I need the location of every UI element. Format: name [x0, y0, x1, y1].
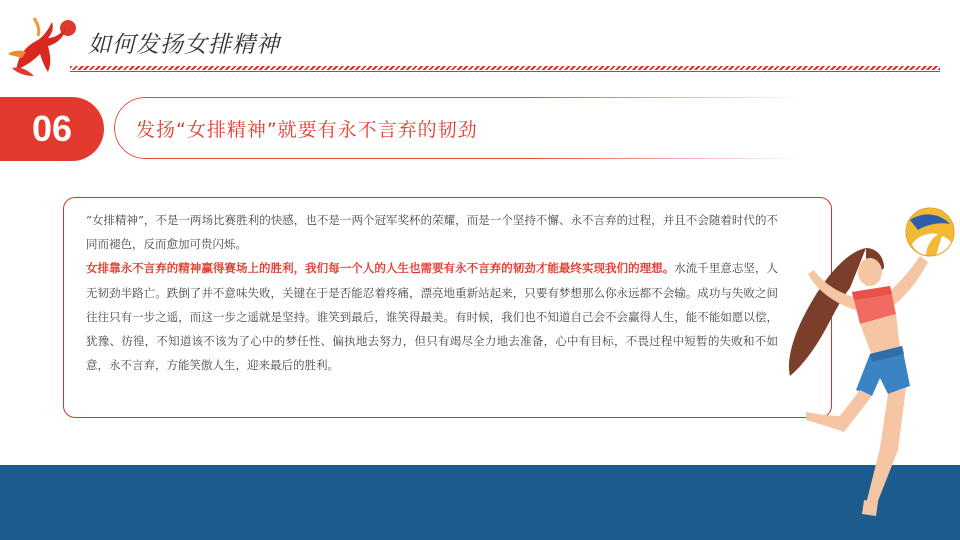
content-text-intro: “女排精神”，不是一两场比赛胜利的快感，也不是一两个冠军奖杯的荣耀，而是一个坚持不懈、永不言弃的过程，并且不会随着时代的不同而褪色，反而愈加可贵闪烁。: [86, 213, 778, 252]
volleyball-player-illustration: [780, 200, 960, 540]
section-number-badge: 06: [0, 97, 104, 161]
header-divider-line: [70, 71, 940, 72]
header-divider: [70, 66, 940, 70]
page-title: 如何发扬女排精神: [88, 32, 280, 58]
content-highlight: 女排靠永不言弃的精神赢得赛场上的胜利，我们每一个人的人生也需要有永不言弃的韧劲才能最终实现我们的理想。: [86, 261, 675, 276]
content-paragraph: [86, 208, 778, 377]
content-text-body: 水流千里意志坚，人无韧劲半路亡。跌倒了并不意味失败，关键在于是否能忍着疼痛，漂亮地重新站起来，只要有梦想那么你永远都不会输。成功与失败之间往往只有一步之遥，而这一步之遥就是坚持。谁笑到最后，谁笑得最美。有时候，我们也不知道自己会不会赢得人生，能不能如愿以偿，犹豫、彷徨，不知道该不该为了心中的梦任性、偏执地去努力，但只有竭尽全力地去准备，心中有目标，不畏过程中短暂的失败和不如意，永不言弃，方能笑傲人生，迎来最后的胜利。: [86, 261, 779, 373]
volleyball-icon: [906, 208, 954, 256]
section-title: 发扬“女排精神”就要有永不言弃的韧劲: [136, 119, 478, 141]
